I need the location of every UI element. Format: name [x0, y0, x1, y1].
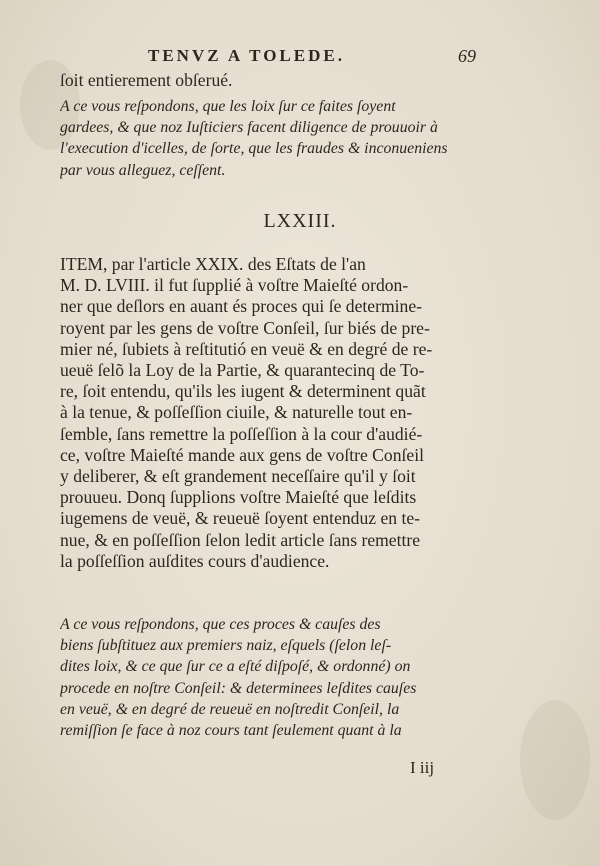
- text-line: prouueu. Donq ſupplions voſtre Maieſté que leſdits: [60, 487, 417, 508]
- text-line: dites loix, & ce que ſur ce a eſté diſpoſé, & ordonné) on: [60, 658, 411, 676]
- reply-paragraph: [60, 96, 480, 181]
- text-line: A ce vous reſpondons, que ces proces & cauſes des: [60, 616, 381, 633]
- text-line: re, ſoit entendu, qu'ils les iugent & determinent quãt: [60, 381, 426, 402]
- text-line: ſemble, ſans remettre la poſſeſſion à la cour d'audié-: [60, 423, 423, 444]
- text-line: y deliberer, & eſt grandement neceſſaire qu'il y ſoit: [60, 466, 416, 487]
- page-header: [0, 46, 600, 70]
- text-line: gardees, & que noz Iuſticiers facent diligence de prouuoir à: [60, 119, 438, 137]
- text-line: biens ſubſtituez aux premiers naiz, eſquels (ſelon leſ-: [60, 637, 392, 655]
- reply-paragraph: [60, 614, 480, 741]
- text-line: en veuë, & en degré de reueuë en noſtredit Conſeil, la: [60, 700, 400, 718]
- page-number: 69: [458, 46, 476, 66]
- text-line: M. D. LVIII. il fut ſupplié à voſtre Maieſté ordon-: [60, 275, 409, 296]
- text-line: iugemens de veuë, & reueuë ſoyent entenduz en te-: [60, 508, 421, 529]
- text-line: par vous alleguez, ceſſent.: [60, 161, 226, 179]
- text-line: remiſſion ſe face à noz cours tant ſeulement quant à la: [60, 722, 402, 740]
- article-paragraph: [60, 254, 480, 572]
- text-line: procede en noſtre Conſeil: & determinees leſdites cauſes: [60, 679, 417, 697]
- text-line: l'execution d'icelles, de ſorte, que les fraudes & inconueniens: [60, 140, 448, 158]
- section-heading: LXXIII.: [263, 210, 337, 232]
- text-line: ner que deſlors en auant és proces qui ſe determine-: [60, 296, 422, 317]
- text-line: ueuë ſelõ la Loy de la Partie, & quarantecinq de To-: [60, 360, 425, 381]
- running-head: TENVZ A TOLEDE.: [148, 46, 345, 65]
- text-line: A ce vous reſpondons, que les loix ſur ce faites ſoyent: [60, 98, 396, 115]
- text-line: royent par les gens de voſtre Conſeil, ſur biés de pre-: [60, 317, 430, 338]
- paragraph-continuation: [60, 70, 480, 91]
- text-line: ITEM, par l'article XXIX. des Eſtats de l'an: [60, 254, 366, 274]
- paper-stain: [520, 700, 590, 820]
- text-line: à la tenue, & poſſeſſion ciuile, & naturelle tout en-: [60, 402, 413, 423]
- text-line: mier né, ſubiets à reſtitutió en veuë & en degré de re-: [60, 338, 433, 359]
- text-line: ce, voſtre Maieſté mande aux gens de voſtre Conſeil: [60, 444, 424, 465]
- signature-mark: I iij: [410, 758, 435, 777]
- text-line: nue, & en poſſeſſion ſelon ledit article ſans remettre: [60, 529, 421, 550]
- text-line: ſoit entierement obſerué.: [60, 70, 233, 90]
- text-line: la poſſeſſion auſdites cours d'audience.: [60, 550, 330, 571]
